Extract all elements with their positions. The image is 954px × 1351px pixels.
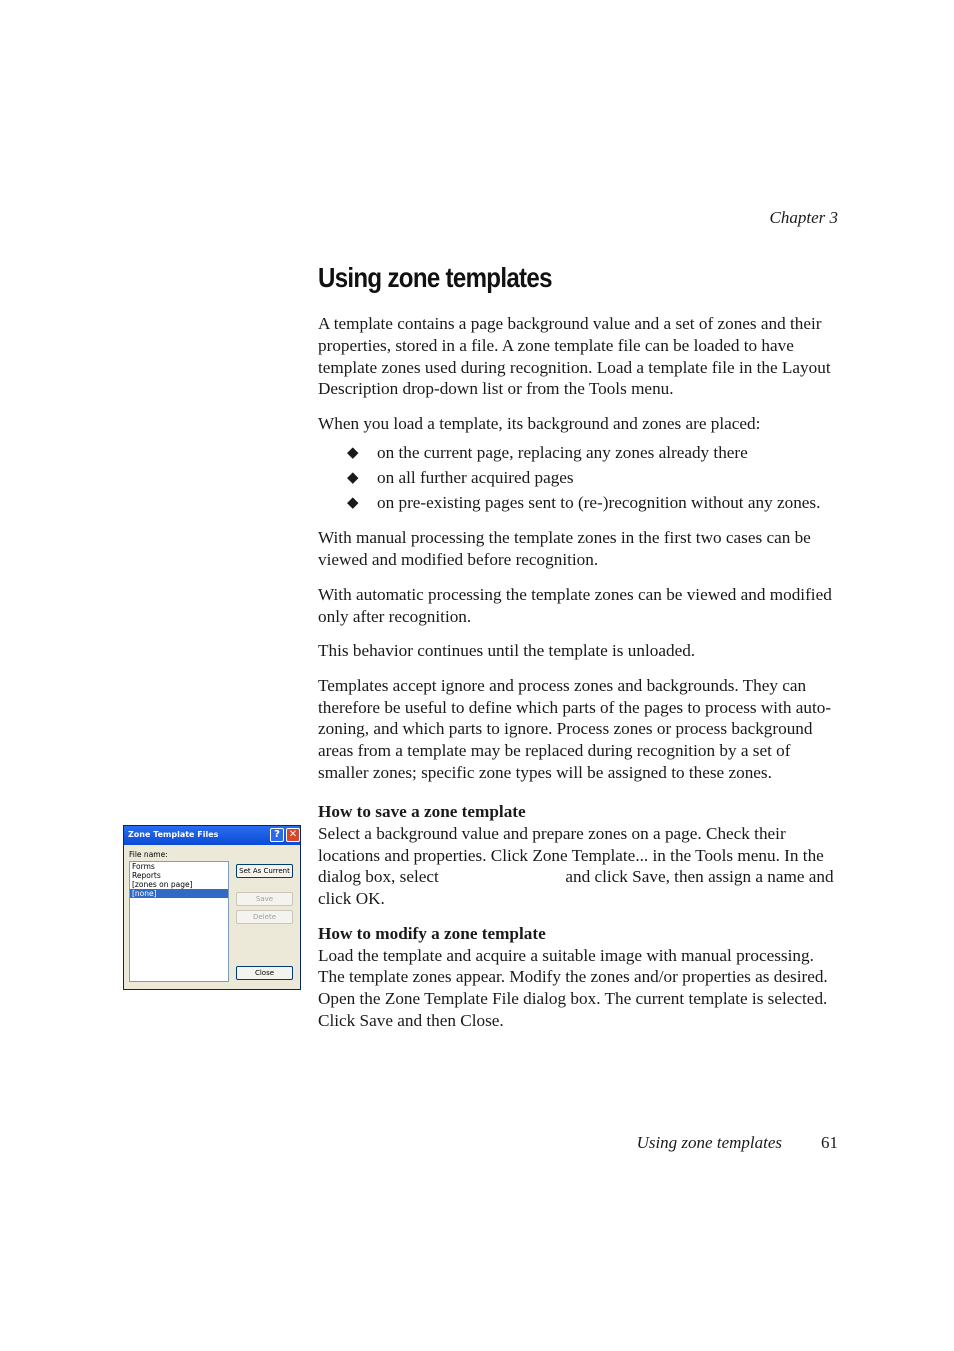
paragraph-manual: With manual processing the template zones in the first two cases can be viewed and modified before recognition. — [318, 528, 811, 570]
bullet-text: on pre-existing pages sent to (re-)recognition without any zones. — [377, 492, 821, 512]
diamond-bullet-icon: ◆ — [347, 467, 359, 486]
dialog-titlebar — [124, 826, 300, 845]
howto-section — [318, 801, 838, 1045]
list-item[interactable]: [zones on page] — [132, 880, 193, 889]
bullet-list — [318, 440, 838, 515]
diamond-bullet-icon: ◆ — [347, 442, 359, 461]
close-button[interactable]: Close — [236, 966, 293, 980]
section-title: Using zone templates — [318, 262, 552, 293]
bullet-item — [318, 440, 838, 465]
paragraph-intro: A template contains a page background value and a set of zones and their properties, stored in a file. A zone template file can be loaded to have template zones used during recognition. Load a template file in the Layout Description drop-down list or from the Tools menu. — [318, 314, 831, 399]
set-as-current-button[interactable]: Set As Current — [236, 864, 293, 878]
list-item[interactable]: Forms — [132, 862, 155, 871]
paragraph-automatic: With automatic processing the template zones can be viewed and modified only after recognition. — [318, 584, 832, 626]
file-name-label: File name: — [129, 850, 168, 859]
page-number: 61 — [821, 1133, 838, 1152]
save-button[interactable]: Save — [236, 892, 293, 906]
help-icon[interactable]: ? — [270, 828, 284, 842]
delete-button[interactable]: Delete — [236, 910, 293, 924]
list-item-selected[interactable]: [none] — [130, 889, 228, 898]
diamond-bullet-icon: ◆ — [347, 492, 359, 511]
paragraph-load: When you load a template, its background and zones are placed: — [318, 413, 761, 433]
bullet-text: on the current page, replacing any zones already there — [377, 442, 748, 462]
footer-title: Using zone templates — [636, 1133, 782, 1152]
zone-template-dialog — [123, 825, 301, 990]
running-head: Chapter 3 — [769, 208, 838, 227]
list-item[interactable]: Reports — [132, 871, 161, 880]
body-text — [318, 313, 838, 797]
close-icon[interactable]: ✕ — [286, 828, 300, 842]
save-instructions: Select a background value and prepare zones on a page. Check their locations and properties. Click Zone Template... in the Tools menu. In the dialog box, select and click Save, then assign a name and click OK. — [318, 823, 834, 909]
modify-heading: How to modify a zone template — [318, 923, 546, 943]
bullet-text: on all further acquired pages — [377, 467, 574, 487]
save-heading: How to save a zone template — [318, 802, 526, 821]
modify-instructions: Load the template and acquire a suitable image with manual processing. The template zones appear. Modify the zones and/or properties as desired. Open the Zone Template File dialog box. The current template is selected. Click Save and then Close. — [318, 945, 828, 1030]
bullet-item — [318, 465, 838, 490]
paragraph-templates: Templates accept ignore and process zones and backgrounds. They can therefore be useful to define which parts of the pages to process with auto-zoning, and which parts to ignore. Process zones or process background areas from a template may be replaced during recognition by a set of smaller zones; specific zone types will be assigned to these zones. — [318, 675, 832, 782]
dialog-title: Zone Template Files — [128, 830, 219, 839]
bullet-item — [318, 490, 838, 515]
file-list[interactable] — [129, 861, 229, 982]
paragraph-behavior: This behavior continues until the template is unloaded. — [318, 641, 696, 661]
